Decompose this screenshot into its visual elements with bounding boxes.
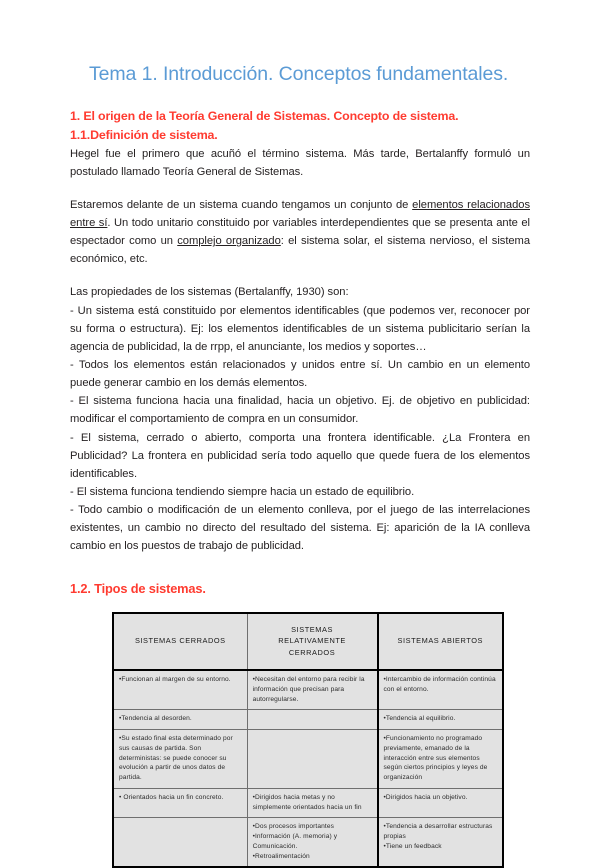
text-run-a: Estaremos delante de un sistema cuando tengamos un conjunto de xyxy=(70,198,413,211)
paragraph-propiedades-intro: Las propiedades de los sistemas (Bertalanffy, 1930) son: xyxy=(70,286,349,299)
paragraph-definicion xyxy=(70,196,530,269)
underlined-complejo-organizado: complejo organizado xyxy=(177,235,281,248)
heading-section-1: 1. El origen de la Teoría General de Sistemas. Concepto de sistema. xyxy=(70,109,459,124)
table-cell-line: • Orientados hacia un fin concreto. xyxy=(119,793,224,801)
table-cell xyxy=(113,730,247,789)
page-title: Tema 1. Introducción. Conceptos fundamentales. xyxy=(89,63,509,85)
text-run-c: : el sistema solar, el sistema nervioso, el sistema económico, etc. xyxy=(70,235,530,266)
table-cell xyxy=(247,788,377,818)
table-cell-line: •Tendencia al equilibrio. xyxy=(383,715,456,723)
underlined-elementos-relacionados: elementos relacionados entre sí xyxy=(70,198,530,230)
table-cell xyxy=(378,670,503,710)
table-row xyxy=(113,788,503,818)
table-cell-line: •Necesitan del entorno para recibir la información que precisan para autorregularse. xyxy=(252,676,365,703)
table-cell-line: •Información (A. memoria) y Comunicación. xyxy=(252,833,338,850)
table-body xyxy=(113,613,503,868)
table-cell-line: •Dirigidos hacia un objetivo. xyxy=(383,793,468,801)
table-header-cell-3: SISTEMAS ABIERTOS xyxy=(378,613,503,670)
bullet-4: - El sistema, cerrado o abierto, comporta una frontera identificable. ¿La Frontera en Publicidad? La frontera en publicidad sería todo aquello que quede fuera de los elementos identificables. xyxy=(70,431,530,480)
table-cell-line: •Tendencia a desarrollar estructuras propias xyxy=(383,823,493,841)
bullet-5: - El sistema funciona tendiendo siempre hacia un estado de equilibrio. xyxy=(70,486,415,498)
table-row xyxy=(113,670,503,710)
table-cell xyxy=(247,818,377,868)
table-cell xyxy=(378,788,503,818)
table-cell xyxy=(378,730,503,789)
table-header-cell-1: SISTEMAS CERRADOS xyxy=(113,613,247,670)
table-cell xyxy=(247,670,377,710)
table-cell xyxy=(113,710,247,730)
table-cell xyxy=(113,788,247,818)
text-run-b: . Un todo unitario constituido por variables interdependientes que se presenta ante el espectador como un xyxy=(70,217,530,248)
bullet-3: - El sistema funciona hacia una finalidad, hacia un objetivo. Ej. de objetivo en publicidad: modificar el comportamiento de compra en un consumidor. xyxy=(70,395,530,426)
table-row xyxy=(113,730,503,789)
heading-section-1-1: 1.1.Definición de sistema. xyxy=(70,128,218,142)
table-header-cell-2 xyxy=(247,613,377,670)
table-cell-line: •Su estado final esta determinado por sus causas de partida. Son deterministas: se puede conocer su evolución a partir de unos datos de partida. xyxy=(119,735,233,782)
paragraph-hegel: Hegel fue el primero que acuñó el término sistema. Más tarde, Bertalanffy formuló un postulado llamado Teoría General de Sistemas. xyxy=(70,147,530,178)
table-header-line: SISTEMAS xyxy=(291,624,333,634)
table-cell-line: •Dirigidos hacia metas y no simplemente orientados hacia un fin xyxy=(252,793,362,811)
table-header-row xyxy=(113,613,503,670)
spacer xyxy=(70,268,530,283)
table-row xyxy=(113,818,503,868)
table-cell xyxy=(113,818,247,868)
table-header-line: CERRADOS xyxy=(288,647,336,657)
table-cell-line: •Tendencia al desorden. xyxy=(119,715,192,723)
table-cell xyxy=(247,730,377,789)
table-row xyxy=(113,710,503,730)
table-cell-line: •Funcionamiento no programado previamente, emanado de la interacción entre sus elementos según ciertos principios y leyes de organización xyxy=(383,735,488,782)
table-cell xyxy=(378,710,503,730)
table-cell xyxy=(247,710,377,730)
table-cell-line: •Tiene un feedback xyxy=(383,842,442,850)
table-header-line: RELATIVAMENTE xyxy=(278,636,346,646)
systems-comparison-table xyxy=(112,612,504,868)
table-cell-line: •Dos procesos importantes xyxy=(252,823,334,831)
table-container xyxy=(70,598,530,868)
bullet-1: - Un sistema está constituido por elementos identificables (que podemos ver, reconocer por su forma o estructura). Ej: los elementos identificables de un sistema publicitario serían la agencia de publicidad, la de rrpp, el anunciante, los medios y soportes… xyxy=(70,304,530,353)
bullet-2: - Todos los elementos están relacionados y unidos entre sí. Un cambio en un elemento puede generar cambio en los demás elementos. xyxy=(70,359,530,390)
table-cell-line: •Intercambio de información continúa con el entorno. xyxy=(383,676,496,693)
table-cell-line: •Retroalimentación xyxy=(252,852,310,860)
table-cell xyxy=(113,670,247,710)
bullet-6: - Todo cambio o modificación de un elemento conlleva, por el juego de las interrelaciones existentes, un cambio no directo del resultado del sistema. Ej: aparición de la IA conlleva cambio en los puestos de trabajo de publicidad. xyxy=(70,504,530,553)
spacer xyxy=(70,181,530,196)
table-cell xyxy=(378,818,503,868)
table-cell-line: •Funcionan al margen de su entorno. xyxy=(119,676,231,684)
heading-section-1-2: 1.2. Tipos de sistemas. xyxy=(70,580,206,596)
